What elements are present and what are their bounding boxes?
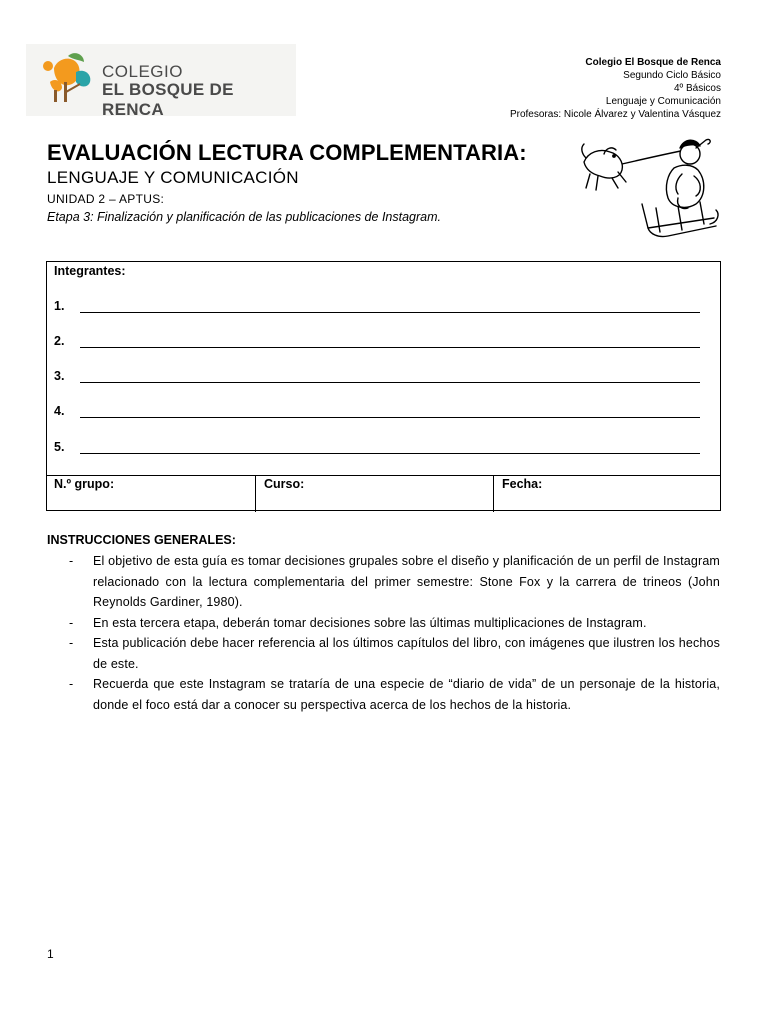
subject-label: Lenguaje y Comunicación	[605, 96, 721, 107]
bullet-dash: -	[69, 554, 74, 568]
member-number: 3.	[54, 369, 65, 383]
page-title: EVALUACIÓN LECTURA COMPLEMENTARIA:	[47, 140, 527, 165]
instruction-text: Esta publicación debe hacer referencia al los últimos capítulos del libro, con imágenes que ilustren los hechos de este.	[93, 636, 720, 671]
instruction-item	[47, 613, 720, 634]
member-number: 5.	[54, 440, 65, 454]
course-cell[interactable]: Curso:	[256, 476, 494, 512]
member-row	[54, 440, 699, 460]
stage-description	[47, 210, 441, 224]
instruction-text: El objetivo de esta guía es tomar decisiones grupales sobre el diseño y planificación de un perfil de Instagram relacionado con la lectura complementaria del primer semestre: Stone Fox y la carrera de trineos (John Reynolds Gardiner, 1980).	[93, 554, 720, 609]
group-info-row	[46, 475, 721, 512]
stage-text: Finalización y planificación de las publicaciones de Instagram.	[93, 210, 441, 224]
teachers-label: Profesoras: Nicole Álvarez y Valentina Vásquez	[509, 109, 721, 120]
school-logo	[26, 44, 296, 119]
page-number: 1	[47, 947, 54, 961]
members-label: Integrantes:	[54, 264, 126, 278]
school-name: Colegio El Bosque de Renca	[585, 57, 721, 68]
grade-label: 4º Básicos	[673, 83, 721, 94]
header-info	[510, 56, 721, 121]
members-table	[46, 261, 721, 511]
unit-label: UNIDAD 2 – APTUS:	[47, 192, 165, 206]
subject-title: LENGUAJE Y COMUNICACIÓN	[47, 168, 299, 187]
bullet-dash: -	[69, 636, 74, 650]
dog-sled-icon	[578, 134, 722, 246]
bullet-dash: -	[69, 615, 74, 630]
member-number: 1.	[54, 299, 65, 313]
instruction-text: Recuerda que este Instagram se trataría de una especie de “diario de vida” de un personaje de la historia, donde el foco está dar a conocer su perspectiva acerca de los hechos de la historia.	[93, 677, 720, 712]
tree-logo-icon	[40, 52, 96, 108]
member-name-line[interactable]	[80, 347, 700, 348]
member-row	[54, 369, 699, 389]
member-number: 2.	[54, 334, 65, 348]
member-row	[54, 334, 699, 354]
logo-text-school-name: EL BOSQUE DE RENCA	[102, 80, 234, 119]
member-name-line[interactable]	[80, 382, 700, 383]
instruction-item	[47, 551, 720, 613]
member-row	[54, 404, 699, 424]
instruction-text: En esta tercera etapa, deberán tomar decisiones sobre las últimas multiplicaciones de Instagram.	[93, 615, 647, 630]
instruction-item	[47, 674, 720, 715]
instructions-list	[47, 551, 720, 715]
member-name-line[interactable]	[80, 453, 700, 454]
date-cell[interactable]: Fecha:	[502, 477, 543, 491]
logo-text-colegio: COLEGIO	[102, 62, 183, 81]
instructions-heading: INSTRUCCIONES GENERALES:	[47, 533, 236, 547]
member-number: 4.	[54, 404, 65, 418]
bullet-dash: -	[69, 677, 74, 691]
cycle-label: Segundo Ciclo Básico	[623, 70, 721, 81]
instruction-item	[47, 633, 720, 674]
group-number-cell[interactable]: N.º grupo:	[46, 476, 256, 512]
member-name-line[interactable]	[80, 417, 700, 418]
stage-prefix: Etapa 3:	[47, 210, 94, 224]
member-row	[54, 299, 699, 319]
member-name-line[interactable]	[80, 312, 700, 313]
